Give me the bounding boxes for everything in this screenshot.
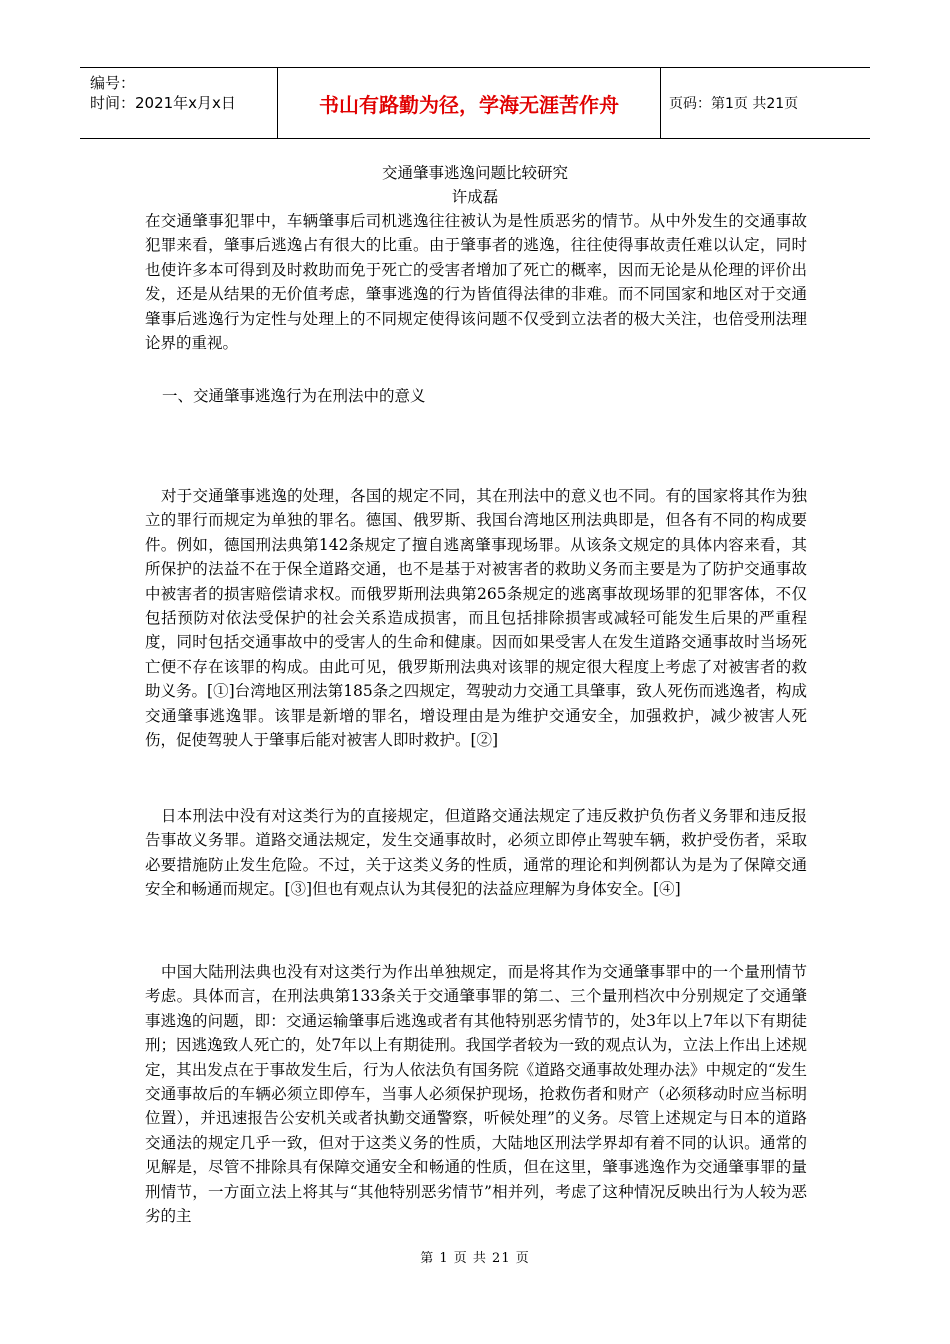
page-footer: 第 1 页 共 21 页 [420, 1251, 530, 1266]
motto-text: 书山有路勤为径，学海无涯苦作舟 [319, 92, 619, 117]
doc-number-label: 编号： [90, 74, 136, 92]
body-paragraph: 对于交通肇事逃逸的处理，各国的规定不同，其在刑法中的意义也不同。有的国家将其作为独立的罪行而规定为单独的罪名。德国、俄罗斯、我国台湾地区刑法典即是，但各有不同的构成要件。例如，德国刑法典第142条规定了擅自逃离肇事现场罪。从该条文规定的具体内容来看，其所保护的法益不在于保全道路交通，也不是基于对被害者的救助义务而主要是为了防护交通事故中被害者的损害赔偿请求权。而俄罗斯刑法典第265条规定的逃离事故现场罪的犯罪客体，不仅包括预防对依法受保护的社会关系造成损害，而且包括排除损害或减轻可能发生后果的严重程度，同时包括交通事故中的受害人的生命和健康。因而如果受害人在发生道路交通事故时当场死亡便不存在该罪的构成。由此可见，俄罗斯刑法典对该罪的规定很大程度上考虑了对被害者的救助义务。[①]台湾地区刑法第185条之四规定，驾驶动力交通工具肇事，致人死伤而逃逸者，构成交通肇事逃逸罪。该罪是新增的罪名，增设理由是为维护交通安全，加强救护，减少被害人死伤，促使驾驶人于肇事后能对被害人即时救护。[②] [145, 487, 807, 750]
doc-title: 交通肇事逃逸问题比较研究 [381, 164, 568, 182]
header-motto-cell [278, 68, 661, 138]
body-paragraph: 日本刑法中没有对这类行为的直接规定，但道路交通法规定了违反救护负伤者义务罪和违反报告事故义务罪。道路交通法规定，发生交通事故时，必须立即停止驾驶车辆，救护受伤者，采取必要措施防止发生危险。不过，关于这类义务的性质，通常的理论和判例都认为是为了保障交通安全和畅通而规定。[③]但也有观点认为其侵犯的法益应理解为身体安全。[④] [145, 807, 807, 899]
header-table [80, 67, 870, 139]
header-page-info: 页码：第1页 共21页 [669, 96, 799, 112]
doc-date-label: 时间：2021年x月x日 [90, 94, 236, 112]
intro-paragraph: 在交通肇事犯罪中，车辆肇事后司机逃逸往往被认为是性质恶劣的情节。从中外发生的交通事故犯罪来看，肇事后逃逸占有很大的比重。由于肇事者的逃逸，往往使得事故责任难以认定，同时也使许多本可得到及时救助而免于死亡的受害者增加了死亡的概率，因而无论是从伦理的评价出发，还是从结果的无价值考虑，肇事逃逸的行为皆值得法律的非难。而不同国家和地区对于交通肇事后逃逸行为定性与处理上的不同规定使得该问题不仅受到立法者的极大关注，也倍受刑法理论界的重视。 [145, 212, 807, 353]
section-heading: 一、交通肇事逃逸行为在刑法中的意义 [162, 387, 426, 405]
body-paragraph: 中国大陆刑法典也没有对这类行为作出单独规定，而是将其作为交通肇事罪中的一个量刑情节考虑。具体而言，在刑法典第133条关于交通肇事罪的第二、三个量刑档次中分别规定了交通肇事逃逸的问题，即：交通运输肇事后逃逸或者有其他特别恶劣情节的，处3年以上7年以下有期徒刑；因逃逸致人死亡的，处7年以上有期徒刑。我国学者较为一致的观点认为，立法上作出上述规定，其出发点在于事故发生后，行为人依法负有国务院《道路交通事故处理办法》中规定的“发生交通事故后的车辆必须立即停车，当事人必须保护现场，抢救伤者和财产（必须移动时应当标明位置），并迅速报告公安机关或者执勤交通警察，听候处理”的义务。尽管上述规定与日本的道路交通法的规定几乎一致，但对于这类义务的性质，大陆地区刑法学界却有着不同的认识。通常的见解是，尽管不排除具有保障交通安全和畅通的性质，但在这里，肇事逃逸作为交通肇事罪的量刑情节，一方面立法上将其与“其他特别恶劣情节”相并列，考虑了这种情况反映出行为人较为恶劣的主 [145, 963, 807, 1226]
header-meta-cell [80, 68, 278, 138]
doc-author: 许成磊 [451, 188, 499, 206]
